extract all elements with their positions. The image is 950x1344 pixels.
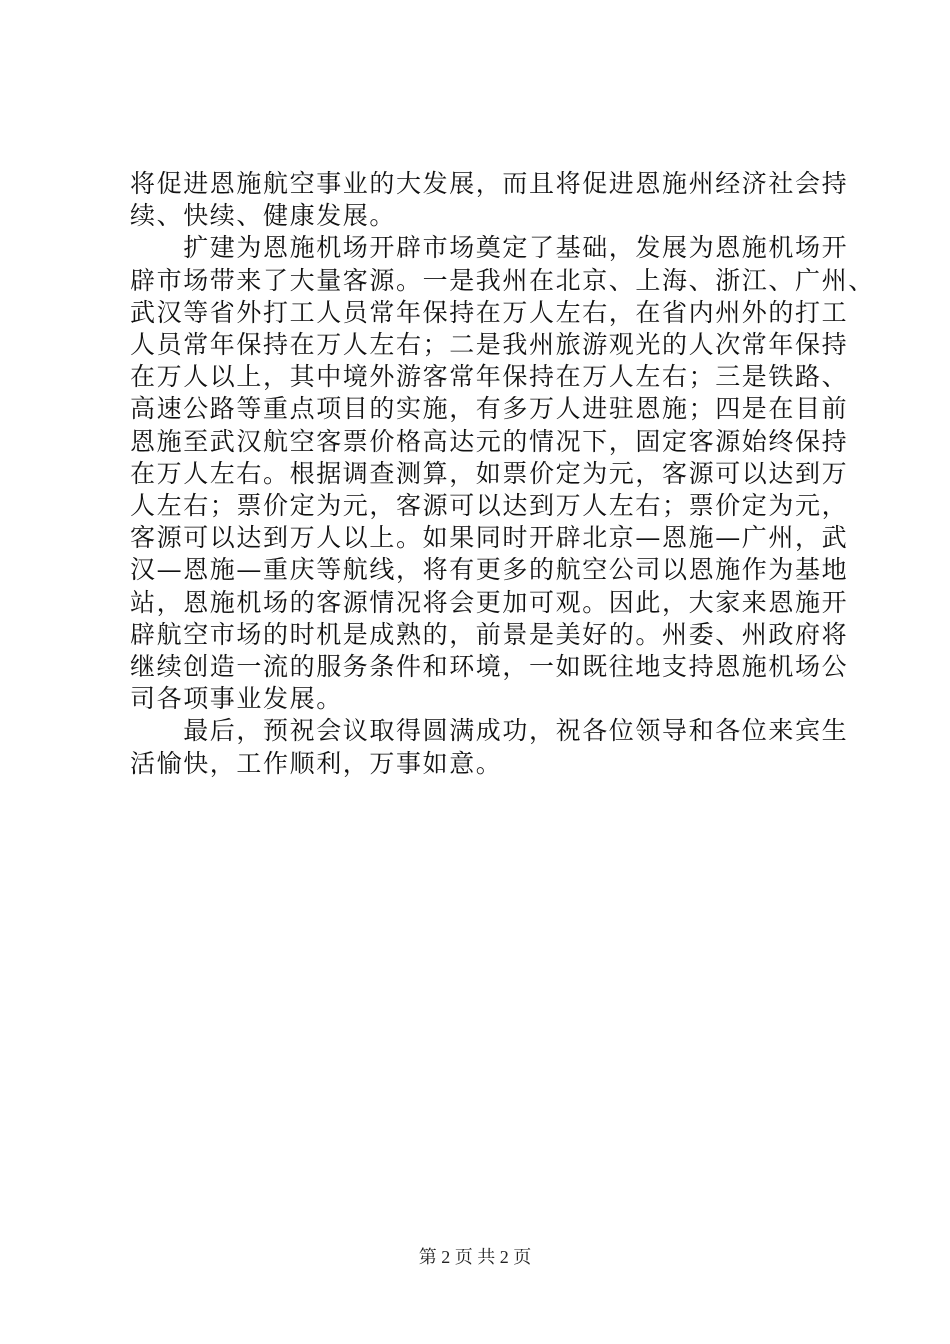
- text-line: 客源可以达到万人以上。如果同时开辟北京—恩施—广州，武: [130, 523, 849, 553]
- text-line: 最后，预祝会议取得圆满成功，祝各位领导和各位来宾生: [130, 716, 849, 746]
- text-line: 站，恩施机场的客源情况将会更加可观。因此，大家来恩施开: [130, 587, 849, 617]
- page-number-footer: 第 2 页 共 2 页: [418, 1247, 532, 1267]
- body-text: [130, 168, 875, 780]
- text-line: 汉—恩施—重庆等航线，将有更多的航空公司以恩施作为基地: [130, 555, 849, 585]
- text-line: 将促进恩施航空事业的大发展，而且将促进恩施州经济社会持: [130, 169, 849, 198]
- text-line: 高速公路等重点项目的实施，有多万人进驻恩施；四是在目前: [130, 394, 849, 424]
- text-line: 辟市场带来了大量客源。一是我州在北京、上海、浙江、广州、: [130, 265, 875, 295]
- text-line: 人员常年保持在万人左右；二是我州旅游观光的人次常年保持: [130, 330, 849, 360]
- text-line: 人左右；票价定为元，客源可以达到万人左右；票价定为元，: [130, 491, 849, 521]
- text-line: 在万人左右。根据调查测算，如票价定为元，客源可以达到万: [130, 458, 849, 488]
- text-line: 继续创造一流的服务条件和环境，一如既往地支持恩施机场公: [130, 652, 849, 682]
- text-line: 恩施至武汉航空客票价格高达元的情况下，固定客源始终保持: [130, 426, 849, 456]
- text-line: 在万人以上，其中境外游客常年保持在万人左右；三是铁路、: [130, 362, 849, 392]
- text-line: 辟航空市场的时机是成熟的，前景是美好的。州委、州政府将: [130, 619, 849, 649]
- text-line: 活愉快，工作顺利，万事如意。: [130, 748, 503, 778]
- text-line: 司各项事业发展。: [130, 684, 343, 714]
- text-line: 续、快续、健康发展。: [130, 201, 397, 231]
- text-line: 武汉等省外打工人员常年保持在万人左右，在省内州外的打工: [130, 297, 849, 327]
- text-line: 扩建为恩施机场开辟市场奠定了基础，发展为恩施机场开: [130, 233, 849, 263]
